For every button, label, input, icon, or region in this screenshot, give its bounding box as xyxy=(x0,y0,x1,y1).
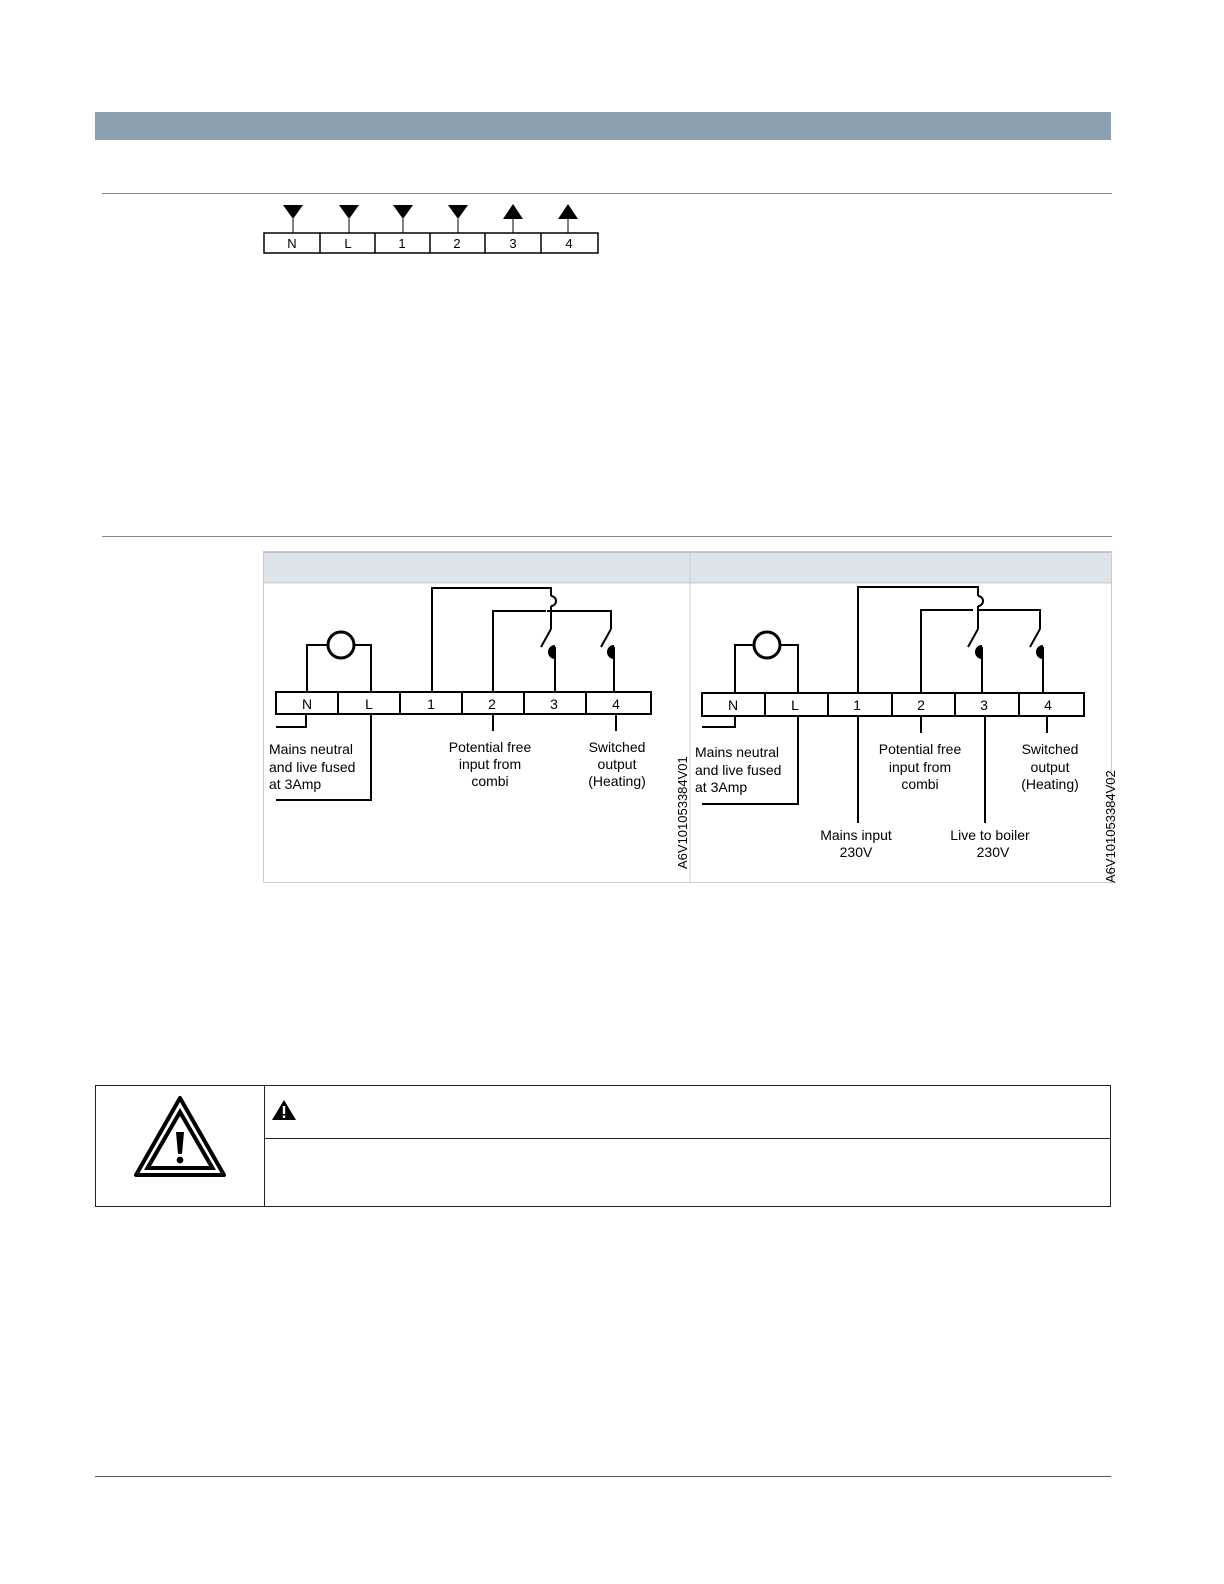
left-input-label-3: combi xyxy=(471,773,509,789)
terminal-label-n: N xyxy=(287,236,297,251)
terminal-arrow-4 xyxy=(558,204,578,233)
right-input-label-2: input from xyxy=(888,759,952,775)
right-terminal-3: 3 xyxy=(980,697,988,713)
right-input-label-1: Potential free xyxy=(878,741,962,757)
terminal-arrow-3 xyxy=(503,204,523,233)
left-mains-label-2: and live fused xyxy=(269,759,356,775)
warning-small-icon xyxy=(269,1098,299,1124)
warning-title-row xyxy=(265,1086,1110,1139)
right-live-boiler-label-2: 230V xyxy=(976,844,1010,860)
switch-contacts-right xyxy=(975,645,1043,659)
warning-body-row xyxy=(265,1139,1110,1206)
left-terminal-4: 4 xyxy=(612,696,620,712)
switch-contacts-left xyxy=(548,645,614,659)
left-input-label-2: input from xyxy=(458,756,522,772)
right-mains-input-label-2: 230V xyxy=(839,844,873,860)
right-mains-label-3: at 3Amp xyxy=(695,779,748,795)
right-mains-label-1: Mains neutral xyxy=(695,744,780,760)
right-output-label-2: output xyxy=(1030,759,1070,775)
right-figure-id: A6V101053384V02 xyxy=(1103,770,1118,883)
left-mains-label-1: Mains neutral xyxy=(269,741,354,757)
right-terminal-n: N xyxy=(727,697,739,713)
terminal-arrow-1 xyxy=(393,205,413,233)
right-terminal-2: 2 xyxy=(917,697,925,713)
terminal-label-l: L xyxy=(344,236,352,251)
left-terminal-n: N xyxy=(301,696,313,712)
terminal-label-3: 3 xyxy=(509,236,517,251)
terminal-label-2: 2 xyxy=(453,236,461,251)
left-terminal-2: 2 xyxy=(488,696,496,712)
terminal-block xyxy=(264,233,598,253)
right-terminal-1: 1 xyxy=(853,697,861,713)
right-live-boiler-label-1: Live to boiler xyxy=(950,827,1030,843)
footer-rule xyxy=(95,1476,1111,1477)
left-terminal-3: 3 xyxy=(550,696,558,712)
terminal-strip xyxy=(262,200,602,258)
warning-box xyxy=(95,1085,1111,1207)
right-input-label-3: combi xyxy=(901,776,939,792)
right-output-label-1: Switched xyxy=(1021,741,1079,757)
left-terminal-1: 1 xyxy=(427,696,435,712)
left-terminal-l: L xyxy=(365,696,373,712)
divider-middle xyxy=(102,536,1112,537)
table-header-row xyxy=(263,551,1112,583)
right-terminal-4: 4 xyxy=(1044,697,1052,713)
left-output-label-1: Switched xyxy=(588,739,646,755)
wiring-diagram-table xyxy=(263,551,1118,883)
section-header-bar xyxy=(95,112,1111,140)
terminal-label-4: 4 xyxy=(565,236,573,251)
left-mains-label-3: at 3Amp xyxy=(269,776,322,792)
divider-top xyxy=(102,193,1112,194)
left-figure-id: A6V101053384V01 xyxy=(675,756,690,869)
terminal-label-1: 1 xyxy=(398,236,406,251)
right-terminal-l: L xyxy=(791,697,799,713)
terminal-arrow-2 xyxy=(448,205,468,233)
right-mains-label-2: and live fused xyxy=(695,762,782,778)
left-input-label-1: Potential free xyxy=(448,739,532,755)
terminal-arrow-l xyxy=(339,205,359,233)
right-output-label-3: (Heating) xyxy=(1021,776,1079,792)
right-mains-input-label-1: Mains input xyxy=(820,827,892,843)
terminal-arrow-n xyxy=(283,205,303,233)
warning-triangle-icon xyxy=(96,1086,264,1206)
left-output-label-2: output xyxy=(597,756,637,772)
warning-icon-cell xyxy=(96,1086,265,1206)
left-output-label-3: (Heating) xyxy=(588,773,646,789)
